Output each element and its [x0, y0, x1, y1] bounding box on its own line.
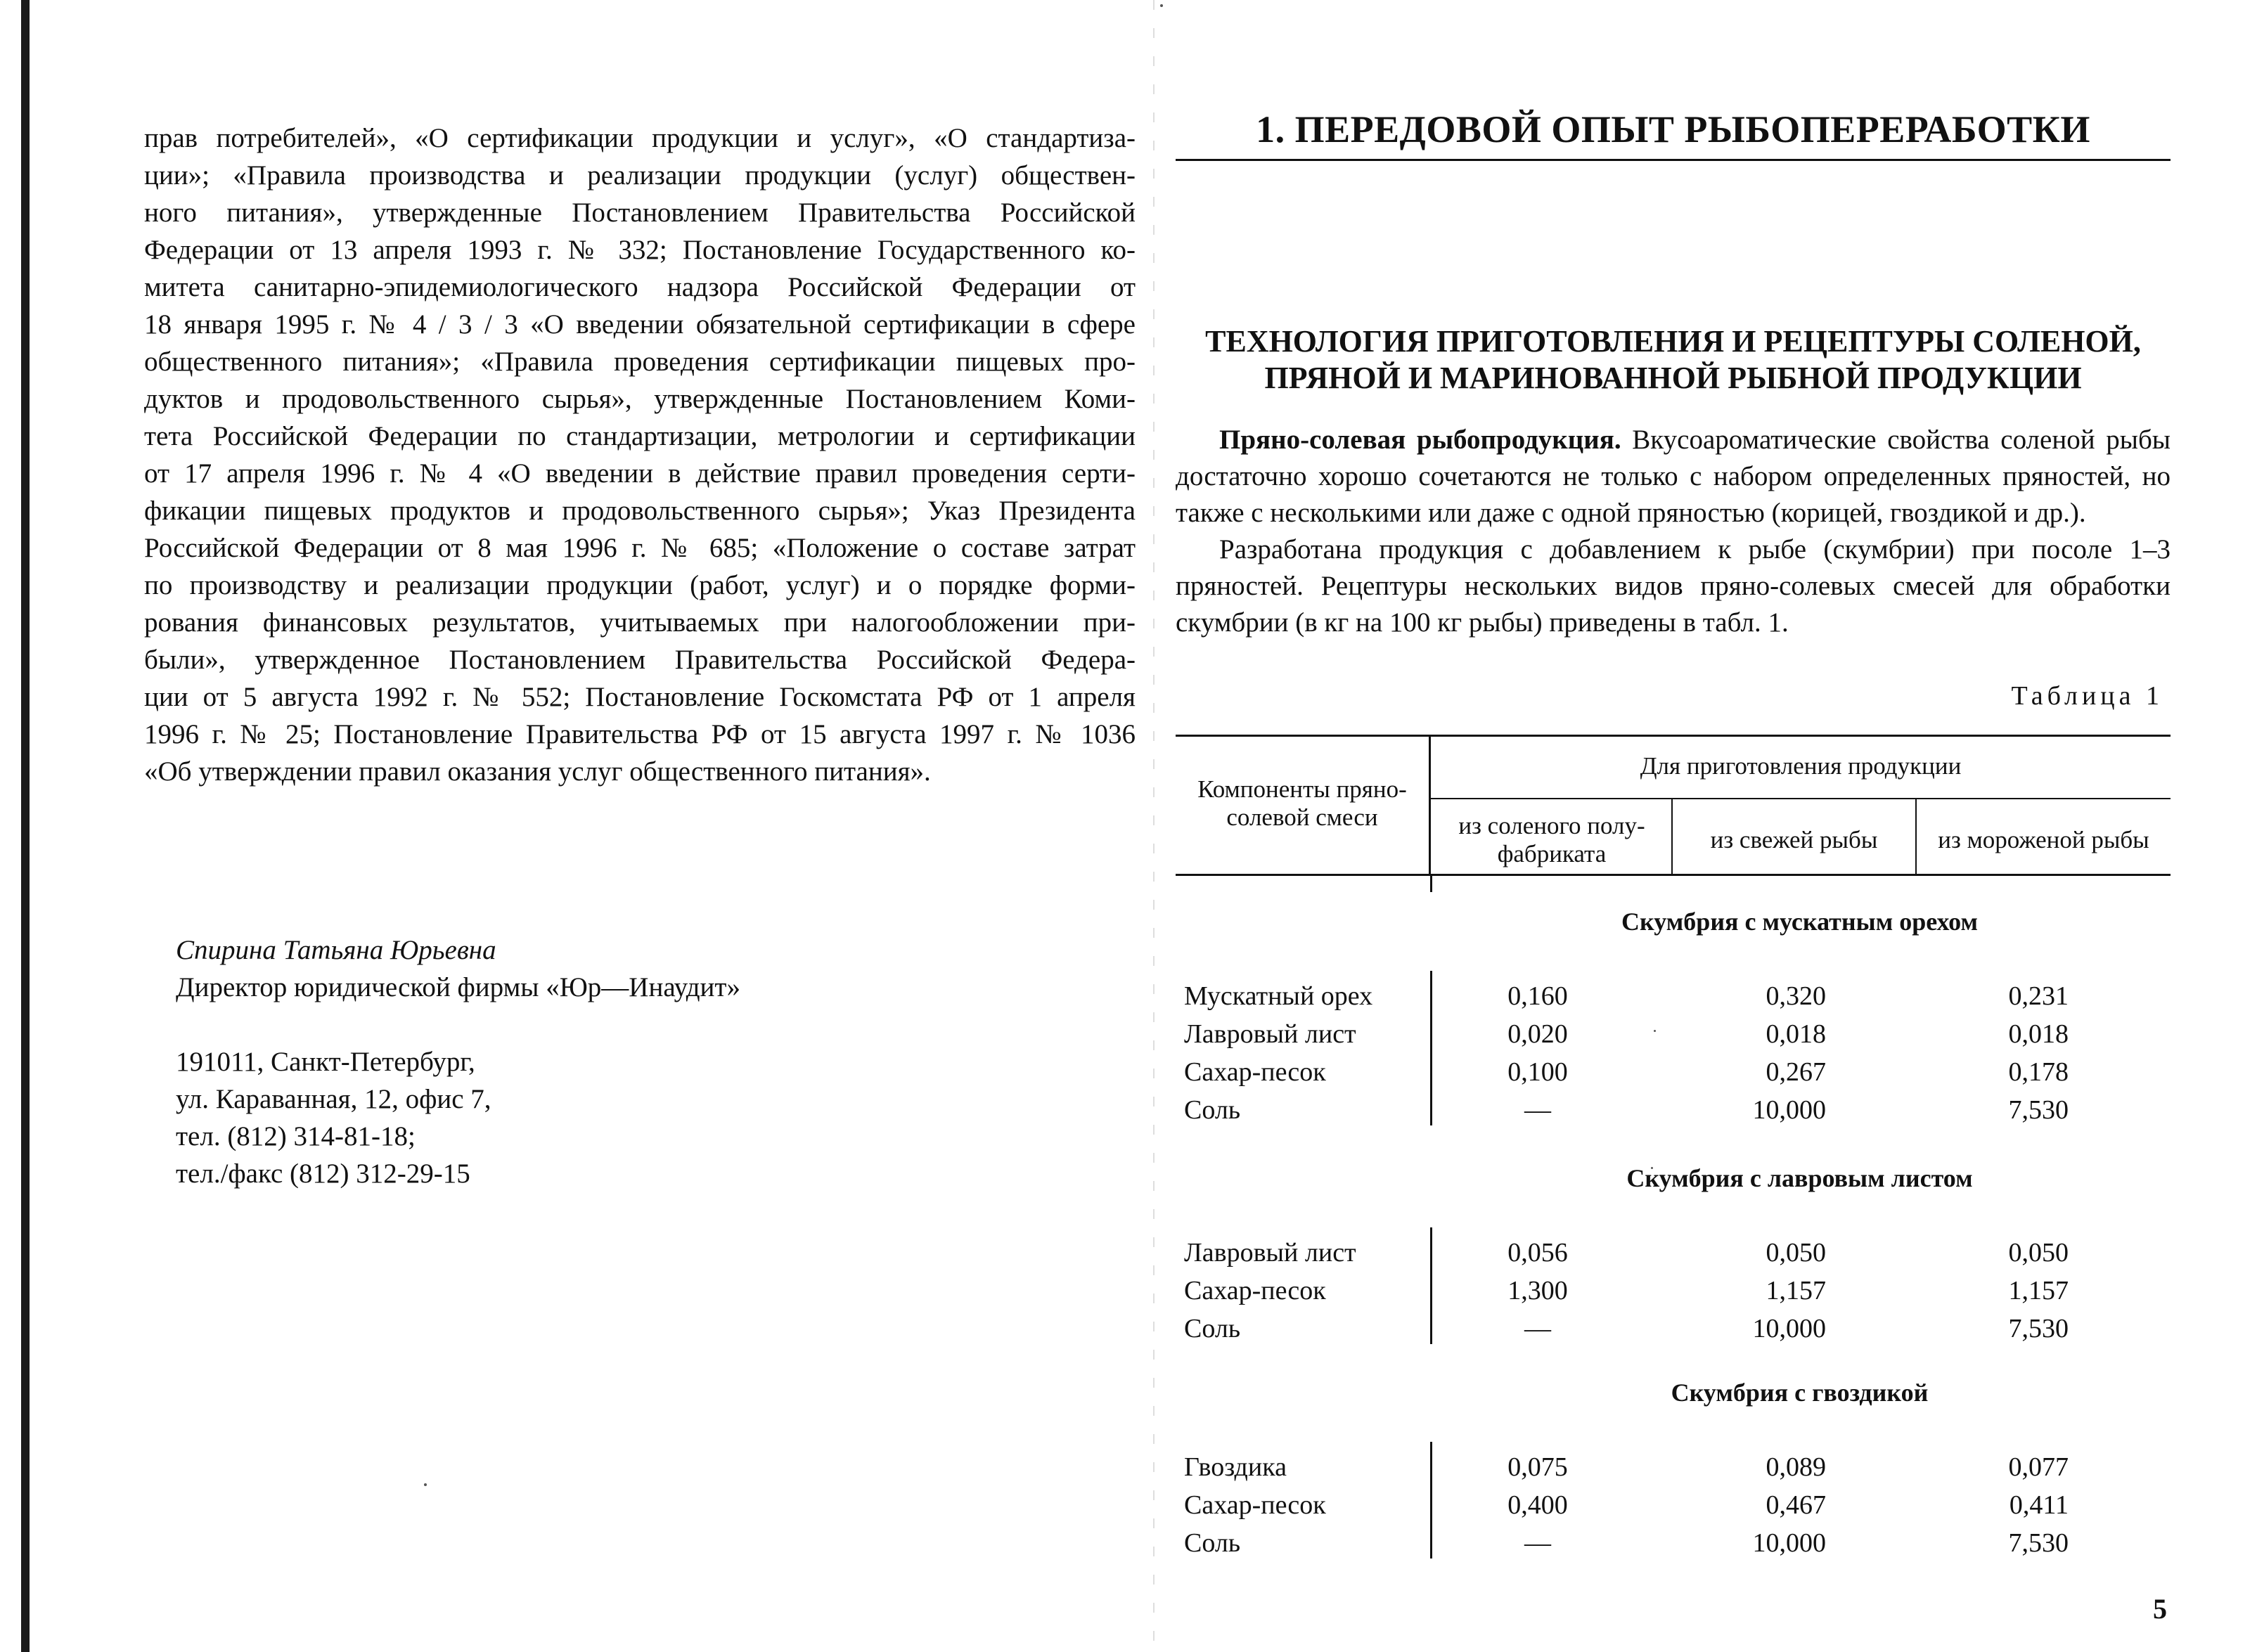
section-title-line: ТЕХНОЛОГИЯ ПРИГОТОВЛЕНИЯ И РЕЦЕПТУРЫ СОЛЕНОЙ, [1205, 324, 2141, 359]
value-frozen: 0,231 [2008, 981, 2069, 1011]
header-vertical-rule [1430, 875, 1432, 892]
component-name: Лавровый лист [1184, 1238, 1356, 1267]
body-paragraph [144, 120, 1136, 790]
author-name: Спирина Татьяна Юрьевна [176, 935, 496, 965]
group-title: Скумбрия с гвоздикой [1671, 1379, 1929, 1407]
value-semi: 0,160 [1507, 981, 1568, 1011]
body-line: по производству и реализации продукции (работ, услуг) и о порядке форми- [144, 570, 1136, 600]
scan-speck [1160, 4, 1163, 7]
chapter-underline [1176, 159, 2171, 161]
group-title: Скумбрия с мускатным орехом [1621, 908, 1978, 936]
table-row [1176, 1237, 2171, 1275]
phone-line: тел. (812) 314-81-18; [176, 1121, 416, 1151]
author-position: Директор юридической фирмы «Юр—Инаудит» [176, 972, 740, 1002]
body-line: общественного питания»; «Правила проведения сертификации пищевых про- [144, 347, 1136, 377]
value-semi: 0,056 [1507, 1238, 1568, 1267]
table-top-rule [1176, 735, 2171, 737]
value-frozen: 1,157 [2008, 1276, 2069, 1305]
table-row [1176, 1057, 2171, 1095]
body-line: 1996 г. № 25; Постановление Правительства РФ от 15 августа 1997 г. № 1036 [144, 719, 1136, 749]
group-title: Скумбрия с лавровым листом [1626, 1164, 1973, 1192]
value-fresh: 10,000 [1752, 1528, 1826, 1558]
value-fresh: 0,018 [1766, 1019, 1826, 1049]
component-name: Сахар-песок [1184, 1057, 1326, 1087]
value-fresh: 10,000 [1752, 1314, 1826, 1343]
component-name: Соль [1184, 1095, 1241, 1125]
address-line: 191011, Санкт-Петербург, [176, 1047, 475, 1077]
value-semi: 0,400 [1507, 1490, 1568, 1520]
table-row [1176, 981, 2171, 1019]
page-number: 5 [2153, 1593, 2167, 1625]
value-fresh: 0,089 [1766, 1452, 1826, 1482]
value-frozen: 7,530 [2008, 1314, 2069, 1343]
body-line: рования финансовых результатов, учитываемых при налогообложении при- [144, 607, 1136, 638]
header-col-frozen: из мороженой рыбы [1938, 826, 2149, 853]
value-fresh: 0,050 [1766, 1238, 1826, 1267]
chapter-title: 1. ПЕРЕДОВОЙ ОПЫТ РЫБОПЕРЕРАБОТКИ [1256, 108, 2090, 150]
table-row [1176, 1275, 2171, 1313]
author-block [176, 931, 879, 1192]
component-name: Гвоздика [1184, 1452, 1287, 1482]
value-semi: — [1524, 1528, 1551, 1558]
scan-edge-bar [21, 0, 30, 1652]
component-name: Мускатный орех [1184, 981, 1373, 1011]
value-semi: 0,075 [1507, 1452, 1568, 1482]
value-frozen: 0,077 [2008, 1452, 2069, 1482]
value-semi: — [1524, 1314, 1551, 1343]
table-row [1176, 1095, 2171, 1132]
header-col-semi: из соленого полу-фабриката [1458, 812, 1645, 867]
value-semi: 0,020 [1507, 1019, 1568, 1049]
table-row [1176, 1313, 2171, 1351]
section-title-line: ПРЯНОЙ И МАРИНОВАННОЙ РЫБНОЙ ПРОДУКЦИИ [1264, 361, 2082, 395]
body-line: «Об утверждении правил оказания услуг общественного питания». [144, 756, 931, 787]
component-name: Сахар-песок [1184, 1490, 1326, 1520]
body-line: ного питания», утвержденные Постановлением Правительства Российской [144, 198, 1136, 228]
component-name: Сахар-песок [1184, 1276, 1326, 1305]
body-line: 18 января 1995 г. № 4 / 3 / 3 «О введении обязательной сертификации в сфере [144, 309, 1136, 340]
body-line: тета Российской Федерации по стандартизации, метрологии и сертификации [144, 421, 1136, 451]
fax-line: тел./факс (812) 312-29-15 [176, 1159, 470, 1189]
value-frozen: 0,178 [2008, 1057, 2069, 1087]
table-row [1176, 1452, 2171, 1490]
value-semi: 1,300 [1507, 1276, 1568, 1305]
header-group: Для приготовления продукции [1640, 752, 1962, 780]
body-line: ции»; «Правила производства и реализации продукции (услуг) обществен- [144, 160, 1136, 191]
value-fresh: 1,157 [1766, 1276, 1826, 1305]
lead-phrase: Пряно-солевая рыбопродукция. [1219, 425, 1621, 455]
body-line: прав потребителей», «О сертификации продукции и услуг», «О стандартиза- [144, 123, 1136, 153]
component-name: Лавровый лист [1184, 1019, 1356, 1049]
header-components: Компоненты пряно-солевой смеси [1197, 775, 1407, 831]
header-col-fresh: из свежей рыбы [1710, 826, 1878, 853]
value-fresh: 0,467 [1766, 1490, 1826, 1520]
body-line: от 17 апреля 1996 г. № 4 «О введении в действие правил проведения серти- [144, 458, 1136, 489]
body-line: ции от 5 августа 1992 г. № 552; Постановление Госкомстата РФ от 1 апреля [144, 682, 1136, 712]
component-name: Соль [1184, 1314, 1241, 1343]
table-row [1176, 1490, 2171, 1528]
component-name: Соль [1184, 1528, 1241, 1558]
body-line: митета санитарно-эпидемиологического надзора Российской Федерации от [144, 272, 1136, 302]
scan-speck [424, 1483, 427, 1486]
body-line: были», утвержденное Постановлением Правительства Российской Федера- [144, 645, 1136, 675]
value-fresh: 0,267 [1766, 1057, 1826, 1087]
value-frozen: 0,018 [2008, 1019, 2069, 1049]
page-fold [1153, 0, 1155, 1652]
value-semi: — [1524, 1095, 1551, 1125]
address-line: ул. Караванная, 12, офис 7, [176, 1084, 491, 1114]
value-frozen: 0,050 [2008, 1238, 2069, 1267]
paragraph-text: Вкусоароматические свойства соленой рыбы достаточно хорошо сочетаются не только с набором определенных пряностей, но также с несколькими или даже с одной пряностью (корицей, гвоздикой и др.). [1176, 425, 2171, 528]
body-line: Федерации от 13 апреля 1993 г. № 332; Постановление Государственного ко- [144, 235, 1136, 265]
intro-paragraph [1176, 422, 2171, 531]
value-fresh: 10,000 [1752, 1095, 1826, 1125]
body-line: фикации пищевых продуктов и продовольственного сырья»; Указ Президента [144, 496, 1136, 526]
intro-text [1176, 422, 2171, 641]
body-line: дуктов и продовольственного сырья», утвержденные Постановлением Коми- [144, 384, 1136, 414]
body-text [144, 120, 1136, 790]
value-frozen: 7,530 [2008, 1528, 2069, 1558]
value-fresh: 0,320 [1766, 981, 1826, 1011]
left-page [144, 120, 1136, 790]
value-semi: 0,100 [1507, 1057, 1568, 1087]
value-frozen: 7,530 [2008, 1095, 2069, 1125]
intro-paragraph: Разработана продукция с добавлением к рыбе (скумбрии) при посоле 1–3 пряностей. Рецептуры нескольких видов пряно-солевых смесей для обработки скумбрии (в кг на 100 кг рыбы) приведены в табл. 1. [1176, 534, 2171, 638]
table-row [1176, 1528, 2171, 1566]
section-title [1176, 323, 2171, 396]
value-frozen: 0,411 [2009, 1490, 2069, 1520]
table-row [1176, 1019, 2171, 1057]
header-mid-rule [1429, 798, 2171, 799]
header-bottom-rule [1176, 874, 2171, 876]
table-caption: Таблица 1 [2011, 681, 2163, 711]
body-line: Российской Федерации от 8 мая 1996 г. № 685; «Положение о составе затрат [144, 533, 1136, 563]
author-address [176, 1043, 879, 1192]
right-page [1176, 105, 2171, 1558]
